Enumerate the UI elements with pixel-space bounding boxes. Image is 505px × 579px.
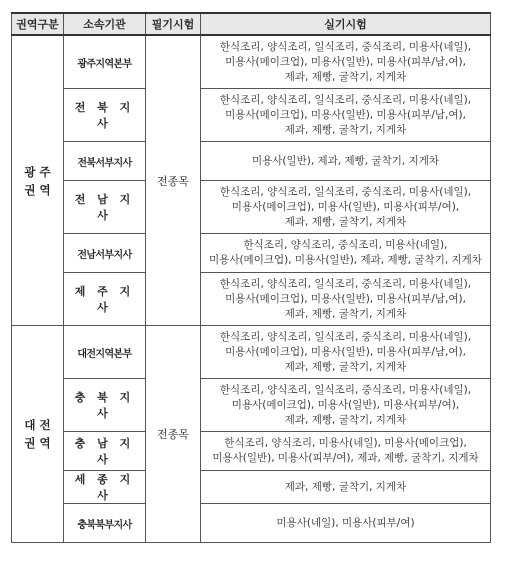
agency-cell: 제 주 지 사 [64, 273, 146, 326]
header-practical-exam: 실기시험 [201, 13, 491, 35]
practical-exam-cell: 한식조리, 양식조리, 일식조리, 중식조리, 미용사(네일), 미용사(메이크업), 미용사(일반), 미용사(피부/남,여), 제과, 제빵, 굴착기, 지게차 [201, 89, 491, 142]
practical-exam-cell: 미용사(일반), 제과, 제빵, 굴착기, 지게차 [201, 142, 491, 181]
practical-exam-cell: 한식조리, 양식조리, 일식조리, 중식조리, 미용사(네일), 미용사(메이크업), 미용사(일반), 미용사(피부/여), 제과, 제빵, 굴착기, 지게차 [201, 379, 491, 432]
header-region: 권역구분 [12, 13, 64, 35]
agency-cell: 세 종 지 사 [64, 471, 146, 504]
agency-cell: 전남서부지사 [64, 234, 146, 273]
practical-exam-cell: 한식조리, 양식조리, 일식조리, 중식조리, 미용사(네일), 미용사(메이크업), 미용사(일반), 미용사(피부/여), 제과, 제빵, 굴착기, 지게차 [201, 181, 491, 234]
practical-exam-cell: 한식조리, 양식조리, 중식조리, 미용사(네일), 미용사(메이크업), 미용사(일반), 제과, 제빵, 굴착기, 지게차 [201, 234, 491, 273]
practical-exam-cell: 한식조리, 양식조리, 미용사(네일), 미용사(메이크업), 미용사(일반), 미용사(피부/여), 제과, 제빵, 굴착기, 지게차 [201, 432, 491, 471]
table-row [12, 471, 491, 504]
table-row [12, 379, 491, 432]
agency-cell: 충 남 지 사 [64, 432, 146, 471]
region-cell: 대 전 권 역 [12, 326, 64, 543]
agency-cell: 충 북 지 사 [64, 379, 146, 432]
agency-cell: 전북서부지사 [64, 142, 146, 181]
agency-cell: 충북북부지사 [64, 504, 146, 543]
practical-exam-cell: 미용사(네일), 미용사(피부/여) [201, 504, 491, 543]
table-row [12, 273, 491, 326]
table-row [12, 89, 491, 142]
table-row [12, 432, 491, 471]
region-cell: 광 주 권 역 [12, 35, 64, 326]
table-row [12, 35, 491, 89]
table-row [12, 504, 491, 543]
header-row [12, 13, 491, 35]
table-row [12, 142, 491, 181]
written-exam-cell: 전종목 [146, 35, 201, 326]
practical-exam-cell: 제과, 제빵, 굴착기, 지게차 [201, 471, 491, 504]
agency-cell: 전 북 지 사 [64, 89, 146, 142]
table-row [12, 181, 491, 234]
table-row [12, 234, 491, 273]
table-row [12, 326, 491, 379]
practical-exam-cell: 한식조리, 양식조리, 일식조리, 중식조리, 미용사(네일), 미용사(메이크업), 미용사(일반), 미용사(피부/남,여), 제과, 제빵, 굴착기, 지게차 [201, 326, 491, 379]
agency-cell: 광주지역본부 [64, 35, 146, 89]
agency-cell: 전 남 지 사 [64, 181, 146, 234]
practical-exam-cell: 한식조리, 양식조리, 일식조리, 중식조리, 미용사(네일), 미용사(메이크업), 미용사(일반), 미용사(피부/남,여), 제과, 제빵, 굴착기, 지게차 [201, 35, 491, 89]
header-written-exam: 필기시험 [146, 13, 201, 35]
agency-cell: 대전지역본부 [64, 326, 146, 379]
written-exam-cell: 전종목 [146, 326, 201, 543]
header-agency: 소속기관 [64, 13, 146, 35]
practical-exam-cell: 한식조리, 양식조리, 일식조리, 중식조리, 미용사(네일), 미용사(메이크업), 미용사(일반), 미용사(피부/남,여), 제과, 제빵, 굴착기, 지게차 [201, 273, 491, 326]
exam-table [11, 12, 491, 543]
